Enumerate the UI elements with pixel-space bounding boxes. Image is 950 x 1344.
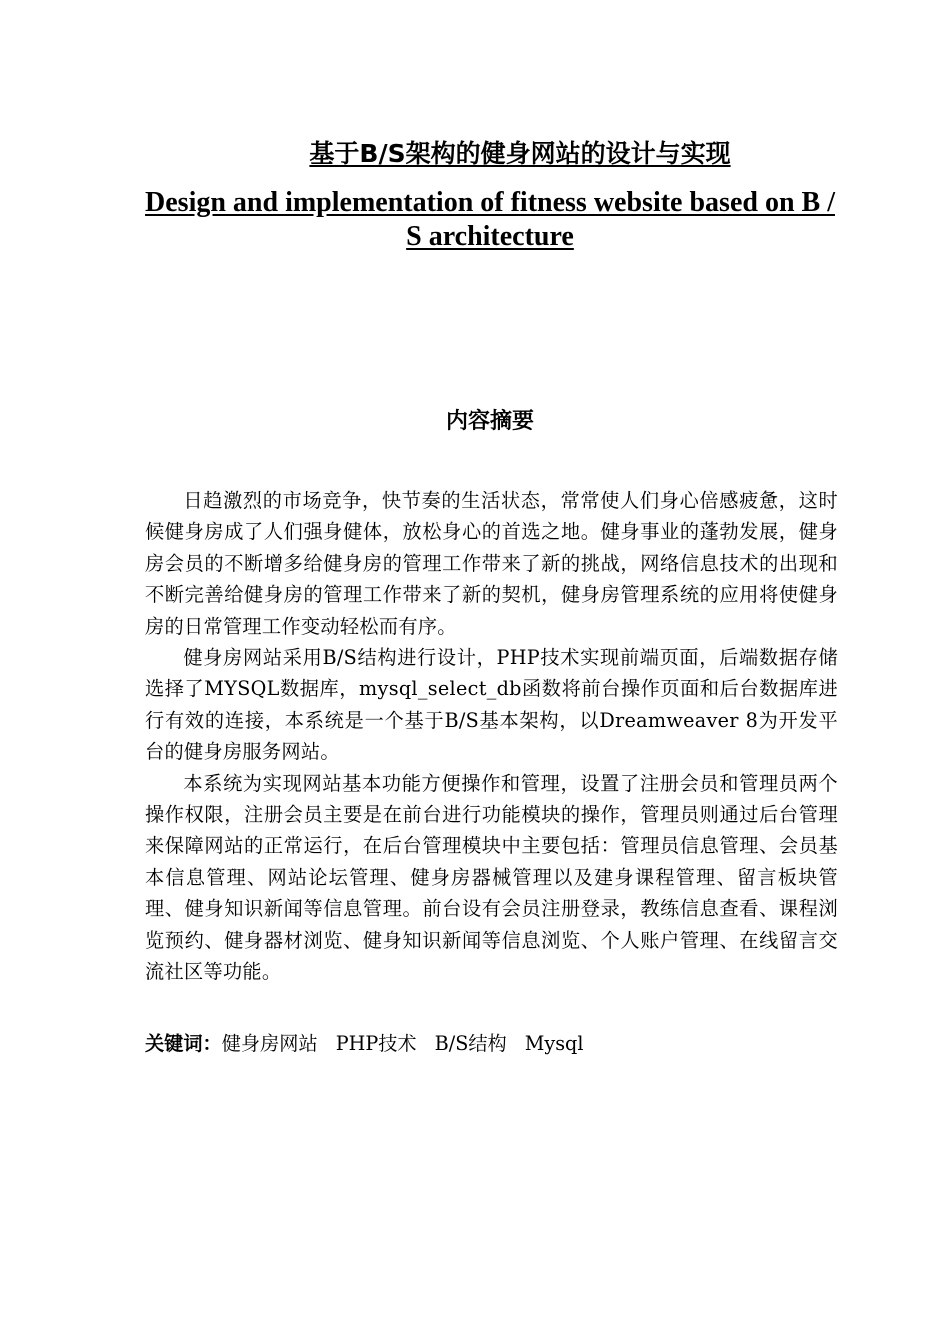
keyword-item: B/S结构 bbox=[434, 1032, 507, 1055]
keyword-item: PHP技术 bbox=[335, 1032, 417, 1055]
abstract-body bbox=[145, 485, 838, 988]
keyword-item: Mysql bbox=[524, 1032, 584, 1055]
abstract-paragraph-1: 日趋激烈的市场竞争，快节奏的生活状态，常常使人们身心倍感疲惫，这时候健身房成了人们强身健体，放松身心的首选之地。健身事业的蓬勃发展，健身房会员的不断增多给健身房的管理工作带来了新的挑战，网络信息技术的出现和不断完善给健身房的管理工作带来了新的契机，健身房管理系统的应用将使健身房的日常管理工作变动轻松而有序。 bbox=[145, 489, 838, 638]
abstract-heading: 内容摘要 bbox=[445, 409, 534, 434]
abstract-paragraph-3: 本系统为实现网站基本功能方便操作和管理，设置了注册会员和管理员两个操作权限，注册会员主要是在前台进行功能模块的操作，管理员则通过后台管理来保障网站的正常运行，在后台管理模块中主要包括：管理员信息管理、会员基本信息管理、网站论坛管理、健身房器械管理以及建身课程管理、留言板块管理、健身知识新闻等信息管理。前台设有会员注册登录，教练信息查看、课程浏览预约、健身器材浏览、健身知识新闻等信息浏览、个人账户管理、在线留言交流社区等功能。 bbox=[145, 771, 838, 984]
keywords-label: 关键词： bbox=[145, 1032, 222, 1055]
keywords-line bbox=[145, 1028, 835, 1059]
chinese-title: 基于B/S架构的健身网站的设计与实现 bbox=[309, 139, 731, 168]
abstract-paragraph-2: 健身房网站采用B/S结构进行设计，PHP技术实现前端页面，后端数据存储选择了MYSQL数据库，mysql_select_db函数将前台操作页面和后台数据库进行有效的连接，本系统是一个基于B/S基本架构，以Dreamweaver 8为开发平台的健身房服务网站。 bbox=[145, 646, 838, 764]
english-title: Design and implementation of fitness website based on B / S architecture bbox=[145, 187, 835, 252]
keyword-item: 健身房网站 bbox=[221, 1032, 318, 1055]
